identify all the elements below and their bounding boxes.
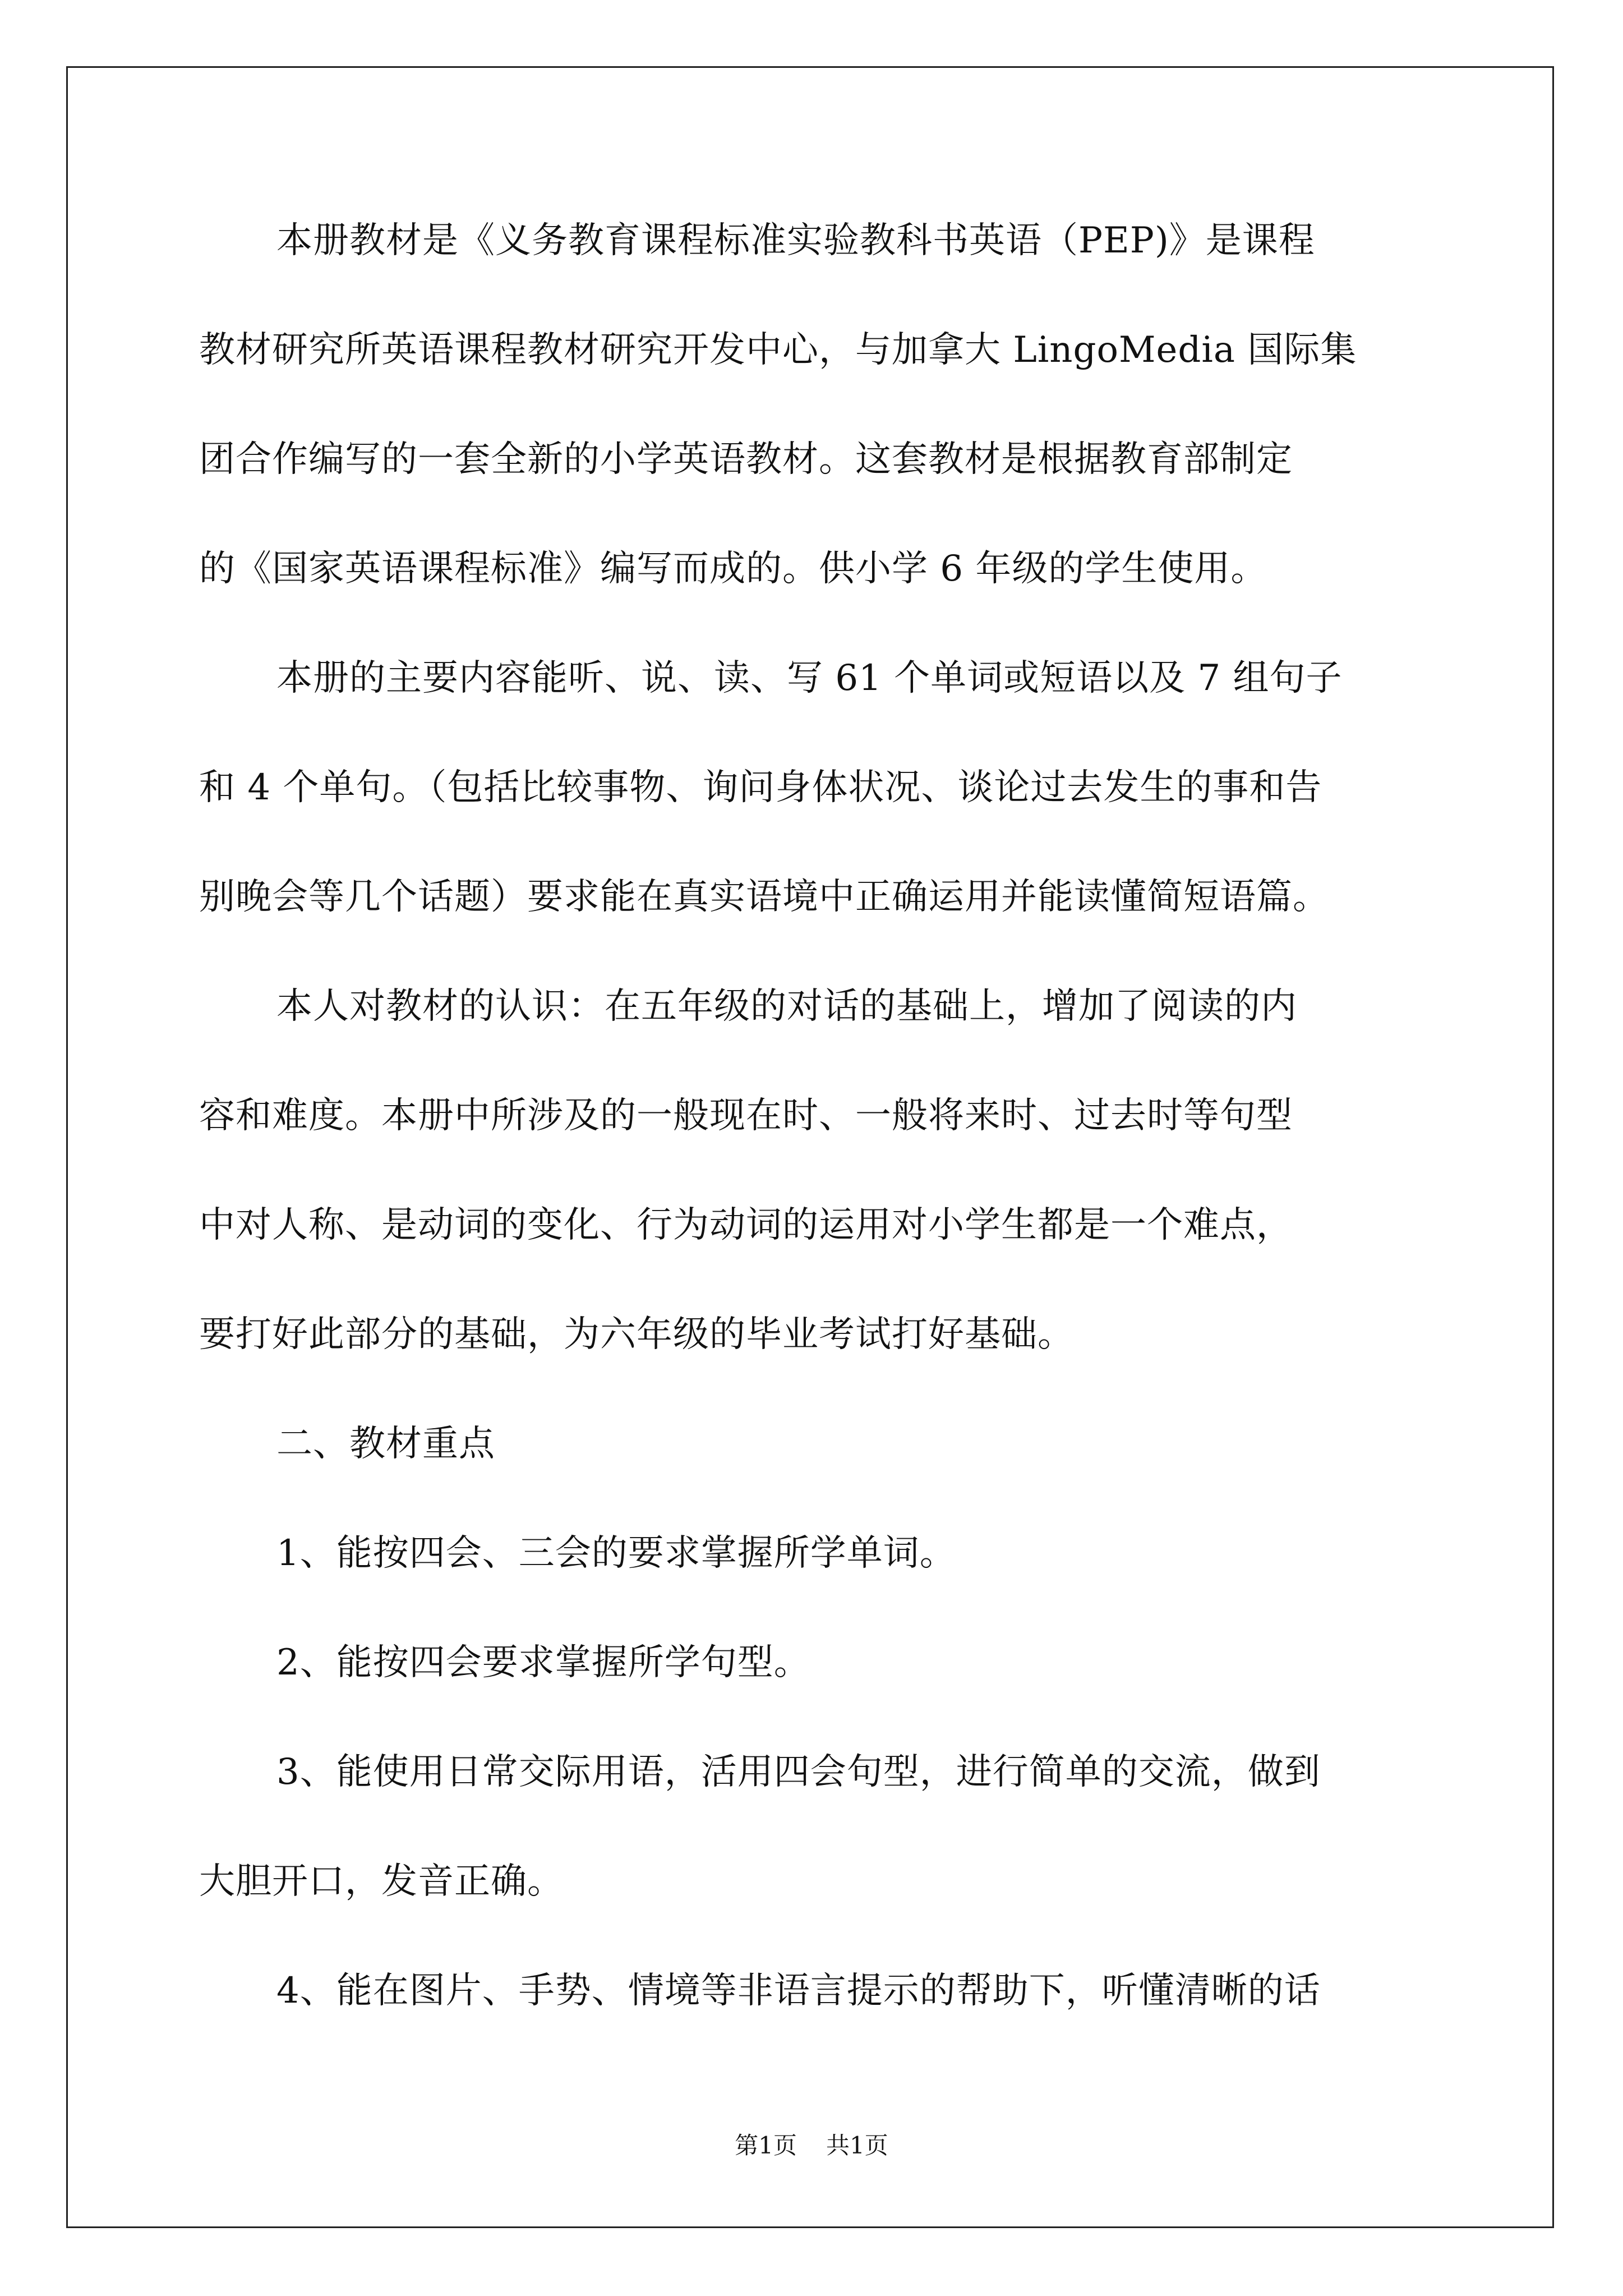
paragraph-line: 本人对教材的认识：在五年级的对话的基础上，增加了阅读的内 <box>276 986 1297 1027</box>
paragraph-line: 别晚会等几个话题）要求能在真实语境中正确运用并能读懂简短语篇。 <box>199 876 1329 918</box>
paragraph-line: 容和难度。本册中所涉及的一般现在时、一般将来时、过去时等句型 <box>199 1095 1293 1137</box>
list-item: 2、能按四会要求掌握所学句型。 <box>276 1642 810 1683</box>
paragraph-line: 的《国家英语课程标准》编写而成的。供小学 6 年级的学生使用。 <box>199 548 1267 590</box>
paragraph-line: 要打好此部分的基础，为六年级的毕业考试打好基础。 <box>199 1314 1074 1355</box>
list-item: 3、能使用日常交际用语，活用四会句型，进行简单的交流，做到 <box>276 1751 1321 1793</box>
page-total: 共1页 <box>826 2132 888 2159</box>
paragraph-line: 教材研究所英语课程教材研究开发中心，与加拿大 LingoMedia 国际集 <box>199 329 1357 371</box>
paragraph-line: 本册的主要内容能听、说、读、写 61 个单词或短语以及 7 组句子 <box>276 657 1343 699</box>
paragraph-line: 本册教材是《义务教育课程标准实验教科书英语（PEP)》是课程 <box>276 220 1315 261</box>
section-heading: 二、教材重点 <box>276 1423 495 1465</box>
document-body <box>199 220 1433 2079</box>
paragraph-line: 团合作编写的一套全新的小学英语教材。这套教材是根据教育部制定 <box>199 439 1293 480</box>
page-footer <box>0 2132 1623 2160</box>
page-number: 第1页 <box>735 2132 797 2159</box>
paragraph-line: 中对人称、是动词的变化、行为动词的运用对小学生都是一个难点， <box>199 1204 1293 1246</box>
list-item: 1、能按四会、三会的要求掌握所学单词。 <box>276 1533 956 1574</box>
list-item-continuation: 大胆开口，发音正确。 <box>199 1861 564 1902</box>
paragraph-line: 和 4 个单句。（包括比较事物、询问身体状况、谈论过去发生的事和告 <box>199 767 1322 808</box>
list-item: 4、能在图片、手势、情境等非语言提示的帮助下，听懂清晰的话 <box>276 1970 1321 2012</box>
